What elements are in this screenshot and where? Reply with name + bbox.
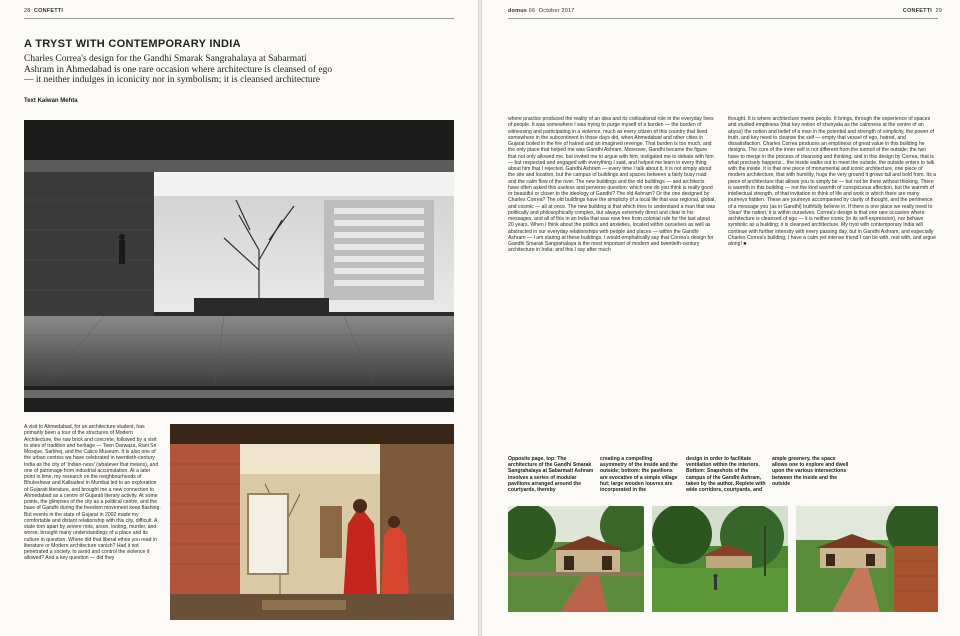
campus-snapshot-2 xyxy=(652,506,788,612)
right-page-number: 29 xyxy=(935,8,942,14)
article-standfirst: Charles Correa's design for the Gandhi Smarak Sangrahalaya at Sabarmati Ashram in Ahmedabad is one rare occasion where architecture is cleansed of ego — it neither indulges in iconicity nor in symbolism; it is cleansed architecture xyxy=(24,54,333,85)
caption-part-2: creating a compelling asymmetry of the inside and the outside; bottom: the pavilions are evocative of a simple village hut; large wooden louvres are incorporated in the xyxy=(600,456,678,494)
right-header-rule xyxy=(508,18,938,19)
caption-part-1: Opposite page, top: The architecture of the Gandhi Smarak Sangrahalaya at Sabarmati Ashram involves a series of modular pavilions arranged around the courtyards, thereby xyxy=(508,456,594,494)
author-credit xyxy=(24,98,78,104)
right-folio xyxy=(903,8,942,14)
left-page-number: 28 xyxy=(24,8,31,14)
left-header-rule xyxy=(24,18,454,19)
caption-part-4: ample greenery, the space allows one to explore and dwell upon the various intersections between the inside and the outside xyxy=(772,456,849,487)
right-column-2: thought. It is where architecture meets people. It brings, through the experience of spaces and studied emptiness (that key notion of shunyata as the calmness at the centre of an abyss) the notion and belief of a man in the potential and strength of simplicity, the power of truth, and key need to cleanse the self — empty that vessel of ego, hatred, and dissatisfaction. Charles Correa produces an emptiness of great value in this building he designs. The core of the inner self is not different from the turmoil of the outside; the two have to merge in the process of cleansing and thinking, and in this design by Correa, that is what precisely happens... the inside walks out to meet the outside, the outside enters to talk with the inside. It is that one piece of monumental and iconic architecture, one piece of modern architecture, that with humility, hugs the very ground it grows tall and bold from. Its a piece of architecture that allows you to simply be — but not be there without thinking. There is warmth in this building — not the kind warmth of conspicuous affection, but the warmth of intellectual strength, of that invitation to think of life and work in which there are many journeys hidden. These are journeys accompanied by clarity of thought, and the pertinence of a message you (as in Gandhi) truthfully believe in. If there is one place we really need to 'clean' the nation, it is within ourselves. Correa's design is that one rare occasion where architecture is cleansed of ego — it is neither iconic (in its self-expression), nor behave symbolic as a building; it is cleansed architecture. My tryst with contemporary India will continue with further intensity with every passing day, but in Gandhi Ashram, and especially Charles Correa's building, I have a calm yet intense friend I can be with, rest with, and argue along! ■ xyxy=(728,116,936,247)
left-folio xyxy=(24,8,63,14)
interior-visitors-photo xyxy=(170,424,454,620)
issue-number: 66 xyxy=(528,8,536,14)
magazine-name: domus xyxy=(508,8,528,14)
credit-label: Text xyxy=(24,98,36,104)
left-section-label: CONFETTI xyxy=(34,8,64,14)
caption-part-3: design in order to facilitate ventilation within the interiors. Bottom: Snapshots of the campus of the Gandhi Ashram, taken by the author. Replete with wide corridors, courtyards, and xyxy=(686,456,766,494)
article-title: A TRYST WITH CONTEMPORARY INDIA xyxy=(24,38,241,50)
right-section-label: CONFETTI xyxy=(902,8,932,14)
campus-snapshot-1 xyxy=(508,506,644,612)
credit-name: Kaiwan Mehta xyxy=(37,98,78,104)
right-column-1: where practice produced the reality of an idea and its civilisational role in the everyday lives of people. It was somewhere I was trying to purge myself of a burden — the burden of witnessing and participating in a violence, much as every citizen of this country that lived somewhere in the subcontinent in those days did, when Ahmedabad and other cities in Gujarat boiled in the fire of hatred and an imagined revenge. That burden is too much, and the only place that helped me was Gandhi Ashram. Moreover, Gandhi became the figure that not only allowed me, but invited me to argue with him, instigated me to debate with him — but respected and engaged with everything I said, and helped me learn in every thing about him that I rejected. Gandhi Ashram — every time I talk about it, it is not simply about the site and location, but the campus of buildings and spaces between a fairly busy road and the calm flow of the river. The new buildings and the old buildings — and architects have often asked this useless and perverse question: which one do you think is really good or beautiful or closer to the ideology of Gandhi? The old Ashram? Or the one designed by Charles Correa? The old buildings have the simplicity of a local life that was regional, global, and cosmic — all at once. The new building is that which tries to understand a man that was politically and philosophically complex, but always extremely direct and clear in his messages, and all of this in an India that was now free from colonial rule for the last about 20 years. When I think about the politics and anxieties, located within ourselves as well as abstracted in our everyday relationships with people and places — within the Gandhi Ashram — I am staring at these buildings. I would emphatically say that Correa's design for Gandhi Smarak Sangrahalaya is the most important of modern and twentieth-century architecture in India; and this I say after much xyxy=(508,116,716,254)
right-page xyxy=(482,0,960,636)
left-column-1: A visit to Ahmedabad, for an architecture student, has primarily been a tour of the structures of Modern Architecture, the raw brick and concrete, followed by a visit to sites of tradition and heritage — Teen Darwaza, Rani Sri Mosque, Sarkhej, and the Calico Museum. It is also one of the urban centres we have celebrated in twentieth-century India as the city of 'Indian-ness' (whatever that means), and one of patronage from industrial accumulation. At a later point in time, my research on the neighbourhoods of Bhuleshwar and Kalbadevi in Mumbai led to an exploration of Gujarati literature, and brought me a new connection to Ahmedabad as a centre of Gujarati literary activity. At some points, the glimpses of the city as a political centre, and the base of Gandhi during the freedom movement keep flashing. But events in the state of Gujarat in 2002 made my comfortable and distant relationship with this city, difficult. A state torn apart by severe riots, arson, looting, murder, and worse, brought many understandings of a place and its culture in question. Where did that liberal ethos you read in literature or Modern architecture vanish? Had it not penetrated a society, to avoid and control the violence it allowed? And a key question — did they xyxy=(24,424,161,562)
ashram-courtyard-photo xyxy=(24,120,454,412)
issue-date: October 2017 xyxy=(538,8,575,14)
left-page xyxy=(0,0,478,636)
campus-snapshot-3 xyxy=(796,506,938,612)
right-masthead xyxy=(508,8,575,14)
